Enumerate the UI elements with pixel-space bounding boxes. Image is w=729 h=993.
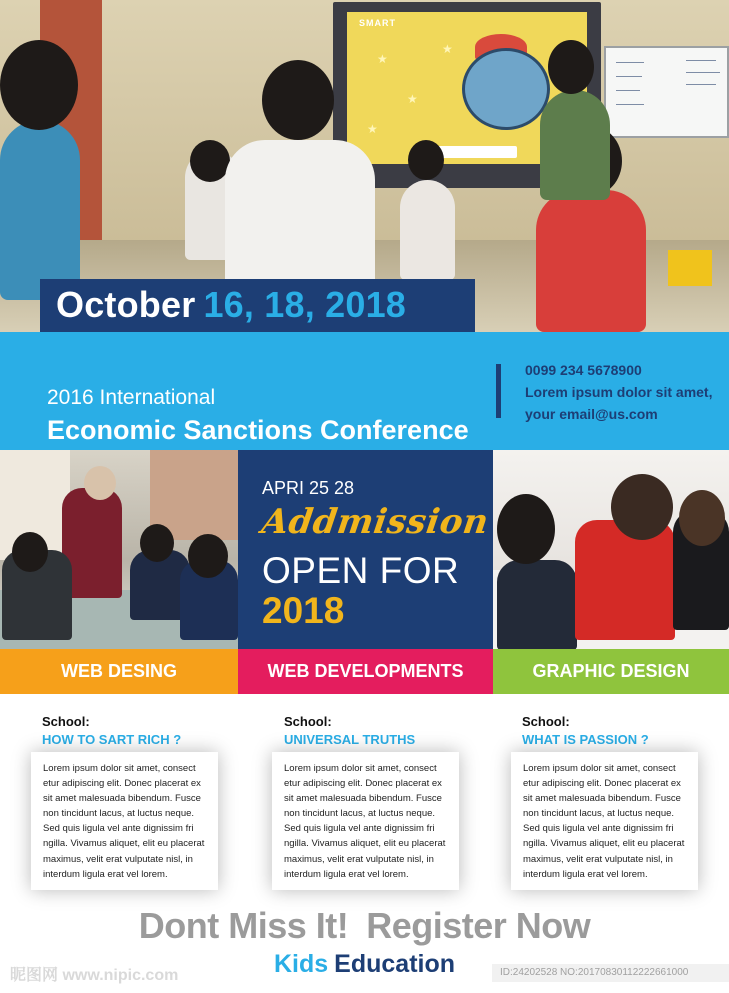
child-head [262, 60, 334, 140]
star-icon: ★ [377, 52, 388, 66]
cartoon-cat-face [462, 48, 550, 130]
student-head [188, 534, 228, 578]
teacher-head [84, 466, 116, 500]
column-school-label: School: [284, 714, 332, 729]
call-to-action [0, 905, 729, 947]
student-head [611, 474, 673, 540]
smart-board-brand: SMART [359, 18, 396, 28]
child-head [190, 140, 230, 182]
adult-head [679, 490, 725, 546]
column-heading: HOW TO SART RICH ? [42, 732, 182, 747]
conference-year: 2016 International [47, 386, 216, 409]
contact-phone: 0099 234 5678900 [525, 362, 642, 378]
admission-year: 2018 [262, 590, 345, 631]
contact-email: your email@us.com [525, 406, 658, 422]
child-head [0, 40, 78, 130]
column-heading: UNIVERSAL TRUTHS [284, 732, 416, 747]
admission-dates: APRI 25 28 [262, 478, 355, 498]
event-date [56, 284, 406, 326]
star-icon: ★ [407, 92, 418, 106]
column-body-text: Lorem ipsum dolor sit amet, consect etur adipiscing elit. Donec placerat ex sit amet malesuada bibendum. Fusce non tincidunt lacus, at luctus neque. Sed quis ligula vel ante dignissim fri ngilla. Vivamus aliquet, elit eu placerat maximus, velit erat vulputate nisl, in interdum ligula erat vel lorem. [523, 763, 685, 880]
wet-floor-sign [668, 250, 712, 286]
event-month: October [56, 284, 196, 325]
contact-address: Lorem ipsum dolor sit amet, [525, 384, 713, 400]
student-head [12, 532, 48, 572]
watermark-id: ID:24202528 NO:20170830112222661000 [492, 964, 729, 982]
column-1-header [42, 714, 181, 747]
watermark-site: 昵图网 www.nipic.com [10, 967, 179, 984]
column-heading: WHAT IS PASSION ? [522, 732, 649, 747]
column-2-card [272, 752, 459, 890]
category-bar-web-desing: WEB DESING [0, 649, 238, 694]
column-3-header [522, 714, 649, 747]
student-head [140, 524, 174, 562]
column-school-label: School: [42, 714, 90, 729]
conference-title: Economic Sanctions Conference [47, 415, 469, 445]
column-2-header [284, 714, 415, 747]
category-bar-graphic-design: GRAPHIC DESIGN [493, 649, 729, 694]
student-head [497, 494, 555, 564]
teacher-head [548, 40, 594, 94]
column-3-card [511, 752, 698, 890]
admission-open-label: OPEN FOR [262, 550, 460, 591]
child-figure [0, 120, 80, 300]
brand-kids: Kids [273, 950, 329, 978]
student-figure [575, 520, 675, 640]
column-school-label: School: [522, 714, 570, 729]
category-bar-web-developments: WEB DEVELOPMENTS [238, 649, 493, 694]
child-figure [536, 190, 646, 332]
classroom-photo-left [0, 450, 238, 649]
star-icon: ★ [442, 42, 453, 56]
contact-divider [496, 364, 501, 418]
cta-dont-miss: Dont Miss It! [138, 905, 349, 946]
student-figure [497, 560, 577, 649]
brand-education: Education [334, 950, 456, 978]
column-1-card [31, 752, 218, 890]
child-head [408, 140, 444, 180]
cta-register: Register Now [366, 905, 591, 946]
star-icon: ★ [367, 122, 378, 136]
event-days: 16, 18, 2018 [203, 284, 407, 325]
column-body-text: Lorem ipsum dolor sit amet, consect etur adipiscing elit. Donec placerat ex sit amet malesuada bibendum. Fusce non tincidunt lacus, at luctus neque. Sed quis ligula vel ante dignissim fri ngilla. Vivamus aliquet, elit eu placerat maximus, velit erat vulputate nisl, in interdum ligula erat vel lorem. [43, 763, 205, 880]
whiteboard [604, 46, 729, 138]
column-body-text: Lorem ipsum dolor sit amet, consect etur adipiscing elit. Donec placerat ex sit amet malesuada bibendum. Fusce non tincidunt lacus, at luctus neque. Sed quis ligula vel ante dignissim fri ngilla. Vivamus aliquet, elit eu placerat maximus, velit erat vulputate nisl, in interdum ligula erat vel lorem. [284, 763, 446, 880]
child-figure [400, 180, 455, 280]
admission-script-title: Addmission [259, 502, 492, 542]
teacher-figure [540, 90, 610, 200]
students-photo-right [493, 450, 729, 649]
